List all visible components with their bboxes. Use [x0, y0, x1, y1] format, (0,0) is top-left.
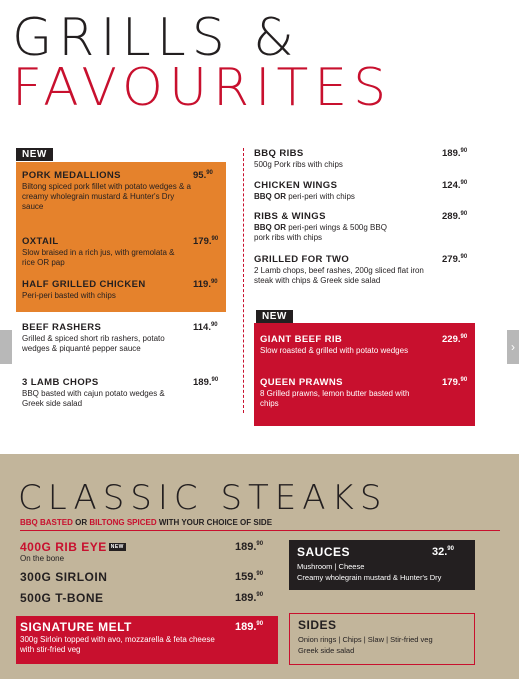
item-price: 95.90	[193, 170, 213, 181]
prev-page-arrow[interactable]	[0, 330, 12, 364]
sauces-line1: Mushroom | Cheese	[297, 562, 365, 571]
sauces-title: SAUCES	[297, 545, 351, 559]
item-desc: BBQ basted with cajun potato wedges & Greek side salad	[22, 389, 165, 408]
new-badge: NEW	[110, 544, 124, 550]
divider	[20, 530, 500, 531]
item-desc: 300g Sirloin topped with avo, mozzarella & feta cheese with stir-fried veg	[20, 635, 215, 654]
item-desc: BBQ OR peri-peri wings & 500g BBQ pork ribs with chips	[254, 223, 387, 242]
item-price: 189.90	[442, 148, 468, 159]
section-subtitle: BBQ BASTED OR BILTONG SPICED WITH YOUR CHOICE OF SIDE	[20, 518, 273, 527]
menu-item-oxtail[interactable]	[22, 236, 187, 268]
menu-item-lamb-chops[interactable]	[22, 377, 187, 409]
sides-panel	[289, 613, 475, 665]
menu-item-chicken-wings[interactable]	[254, 180, 434, 202]
next-page-arrow[interactable]: ›	[507, 330, 519, 364]
item-desc: Slow roasted & grilled with potato wedges	[260, 346, 409, 355]
menu-item-ribs-and-wings[interactable]	[254, 211, 394, 243]
item-price: 229.90	[442, 334, 468, 345]
new-badge: NEW	[16, 148, 53, 161]
item-name: OXTAIL	[22, 236, 59, 247]
column-divider	[243, 148, 244, 413]
item-desc: 500g Pork ribs with chips	[254, 160, 343, 169]
menu-item-grilled-for-two[interactable]	[254, 254, 432, 286]
item-price: 189.90	[235, 621, 264, 633]
item-price: 189.90	[235, 592, 264, 604]
sides-line1: Onion rings | Chips | Slaw | Stir-fried veg	[298, 635, 433, 644]
menu-item-giant-beef-rib[interactable]	[260, 334, 410, 356]
item-name: PORK MEDALLIONS	[22, 170, 121, 181]
menu-item-beef-rashers[interactable]	[22, 322, 182, 354]
title-favourites: FAVOURITES	[12, 58, 393, 118]
item-price: 179.90	[442, 377, 468, 388]
sauces-line2: Creamy wholegrain mustard & Hunter's Dry	[297, 573, 442, 582]
sauces-panel	[289, 540, 475, 590]
item-name: BEEF RASHERS	[22, 322, 102, 333]
new-badge: NEW	[256, 310, 293, 323]
item-price: 119.90	[193, 279, 218, 290]
sauces-price: 32.90	[432, 546, 454, 558]
menu-item-half-grilled-chicken[interactable]	[22, 279, 192, 301]
item-price: 159.90	[235, 571, 264, 583]
title-grills: GRILLS &	[12, 8, 300, 68]
sides-title: SIDES	[298, 618, 337, 632]
item-desc: 8 Grilled prawns, lemon butter basted with chips	[260, 389, 410, 408]
item-price: 189.90	[235, 541, 264, 553]
item-desc: Biltong spiced pork fillet with potato wedges & a creamy wholegrain mustard & Hunter's Dry sauce	[22, 182, 191, 211]
item-price: 114.90	[193, 322, 218, 333]
item-name: CHICKEN WINGS	[254, 180, 338, 191]
section-title: CLASSIC STEAKS	[18, 478, 388, 518]
item-desc: 2 Lamb chops, beef rashes, 200g sliced flat iron steak with chips & Greek side salad	[254, 266, 424, 285]
item-name: BBQ RIBS	[254, 148, 304, 159]
item-desc: Peri-peri basted with chips	[22, 291, 116, 300]
item-price: 179.90	[193, 236, 219, 247]
item-desc: On the bone	[20, 554, 65, 563]
item-price: 279.90	[442, 254, 468, 265]
item-name: 3 LAMB CHOPS	[22, 377, 99, 388]
menu-item-pork-medallions[interactable]	[22, 170, 192, 212]
item-name: HALF GRILLED CHICKEN	[22, 279, 146, 290]
item-name: QUEEN PRAWNS	[260, 377, 343, 388]
item-price: 189.90	[193, 377, 219, 388]
item-name: RIBS & WINGS	[254, 211, 326, 222]
item-price: 124.90	[442, 180, 468, 191]
item-name: GRILLED FOR TWO	[254, 254, 350, 265]
item-desc: BBQ OR peri-peri with chips	[254, 192, 355, 201]
menu-item-queen-prawns[interactable]	[260, 377, 410, 409]
steak-rib-eye[interactable]: 400G RIB EYE NEW	[20, 540, 124, 554]
menu-item-bbq-ribs[interactable]	[254, 148, 434, 170]
item-price: 289.90	[442, 211, 468, 222]
steak-t-bone[interactable]: 500G T-BONE	[20, 591, 104, 605]
steak-sirloin[interactable]: 300G SIRLOIN	[20, 570, 108, 584]
item-name: GIANT BEEF RIB	[260, 334, 343, 345]
item-desc: Slow braised in a rich jus, with gremolata & rice OR pap	[22, 248, 175, 267]
steak-signature-melt[interactable]: SIGNATURE MELT	[20, 620, 132, 634]
sides-line2: Greek side salad	[298, 646, 355, 655]
item-desc: Grilled & spiced short rib rashers, potato wedges & piquanté pepper sauce	[22, 334, 165, 353]
